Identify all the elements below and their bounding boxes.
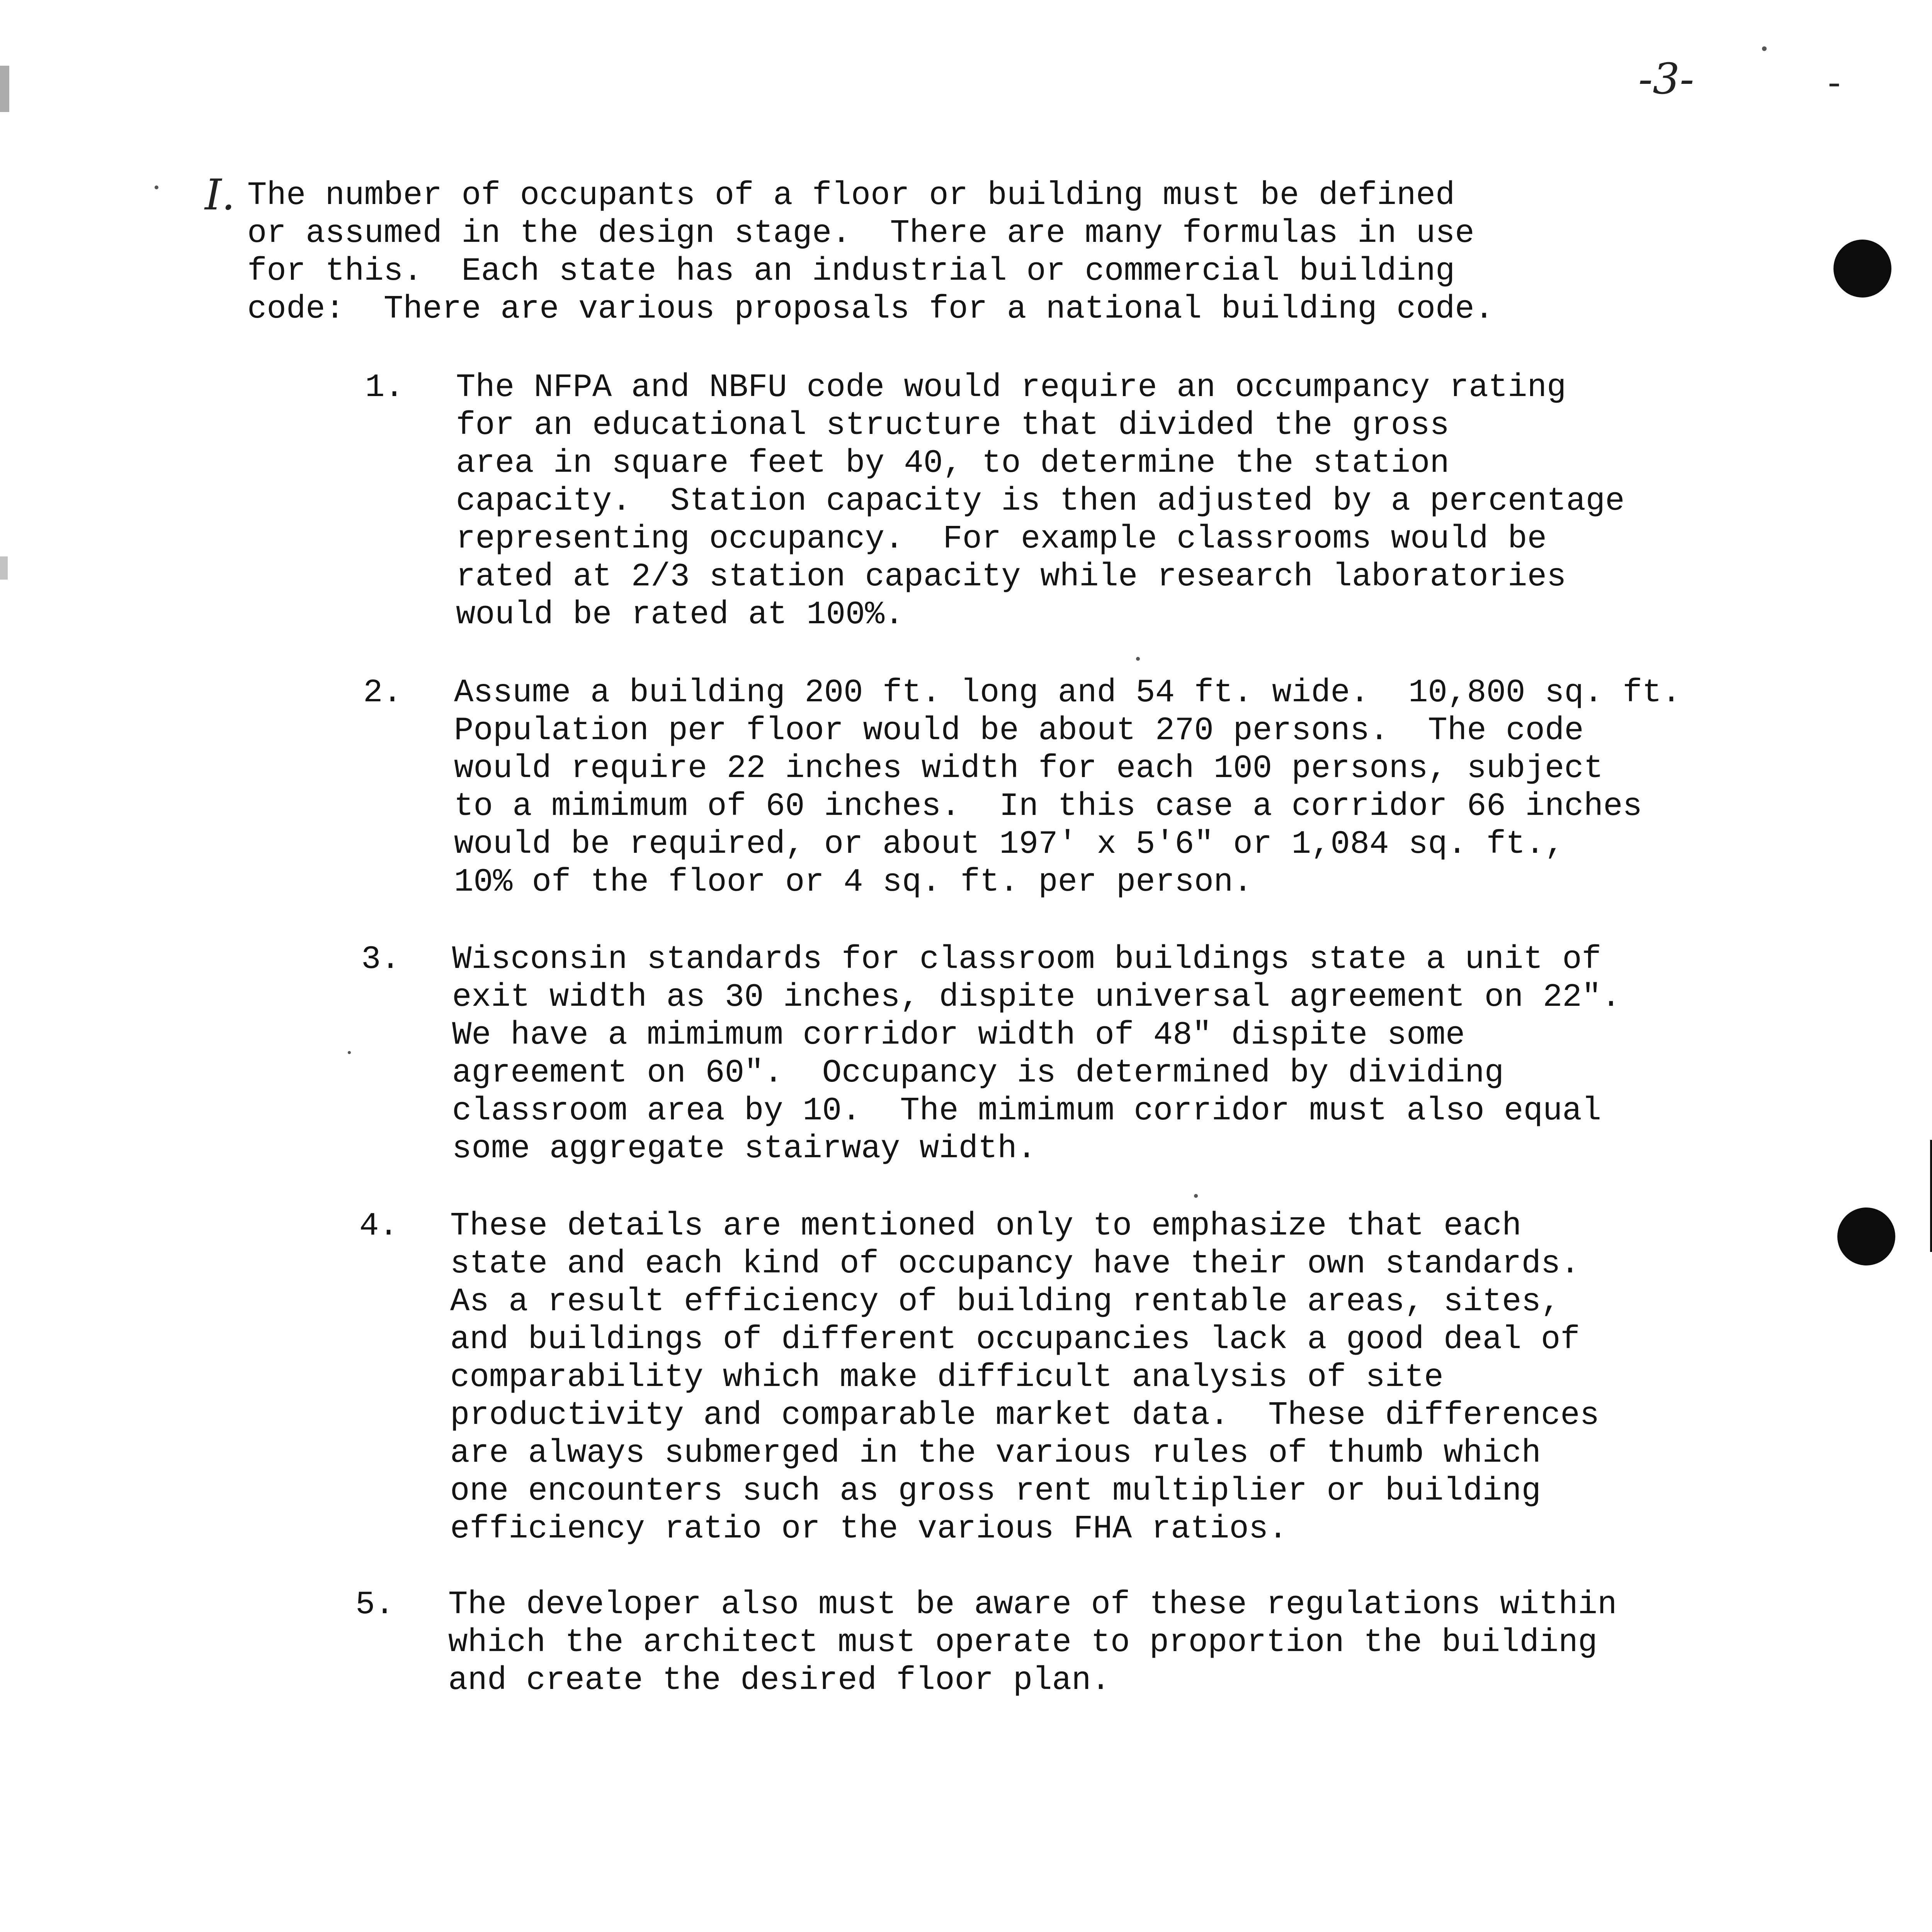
item-number-3: 3. — [361, 941, 400, 978]
item-text-3: Wisconsin standards for classroom buildings state a unit of exit width as 30 inches, dispite universal agreement on 22". We have a mimimum corridor width of 48" dispite some agreement on 60". Occupancy is determined by dividing classroom area by 10. The mimimum corridor must also equal some aggregate stairway width. — [452, 941, 1621, 1167]
item-text-1: The NFPA and NBFU code would require an occumpancy rating for an educational structure that divided the gross area in square feet by 40, to determine the station capacity. Station capacity is then adjusted by a percentage representing occupancy. For example classrooms would be rated at 2/3 station capacity while research laboratories would be rated at 100%. — [456, 369, 1625, 633]
punch-hole-middle — [1837, 1208, 1895, 1265]
scan-speck — [1136, 657, 1140, 661]
item-number-5: 5. — [355, 1587, 395, 1623]
punch-hole-top — [1833, 240, 1891, 298]
scan-edge-mark — [1930, 1140, 1932, 1252]
item-text-2: Assume a building 200 ft. long and 54 ft. wide. 10,800 sq. ft. Population per floor would be about 270 persons. The code would require 22 inches width for each 100 persons, subject to a mimimum of 60 inches. In this case a corridor 66 inches would be required, or about 197' x 5'6" or 1,084 sq. ft., 10% of the floor or 4 sq. ft. per person. — [454, 675, 1681, 901]
scan-speck — [155, 185, 158, 189]
scan-edge-mark — [0, 556, 8, 580]
scan-speck — [348, 1051, 351, 1054]
section-marker: I. — [205, 170, 235, 219]
scan-speck — [1762, 46, 1767, 51]
margin-mark: - — [1824, 66, 1845, 105]
item-number-4: 4. — [359, 1208, 398, 1245]
page-number: -3- — [1638, 54, 1694, 104]
item-text-5: The developer also must be aware of these regulations within which the architect must operate to proportion the building and create the desired floor plan. — [448, 1587, 1617, 1699]
item-text-4: These details are mentioned only to emphasize that each state and each kind of occupancy have their own standards. As a result efficiency of building rentable areas, sites, and buildings of different occupancies lack a good deal of comparability which make difficult analysis of site productivity and comparable market data. These differences are always submerged in the various rules of thumb which one encounters such as gross rent multiplier or building efficiency ratio or the various FHA ratios. — [450, 1208, 1600, 1548]
scan-speck — [1194, 1194, 1198, 1198]
item-number-2: 2. — [363, 675, 402, 711]
intro-paragraph: The number of occupants of a floor or building must be defined or assumed in the design stage. There are many formulas in use for this. Each state has an industrial or commercial building code: There are various proposals for a national building code. — [247, 177, 1494, 328]
scan-edge-mark — [0, 66, 9, 112]
item-number-1: 1. — [365, 369, 404, 406]
